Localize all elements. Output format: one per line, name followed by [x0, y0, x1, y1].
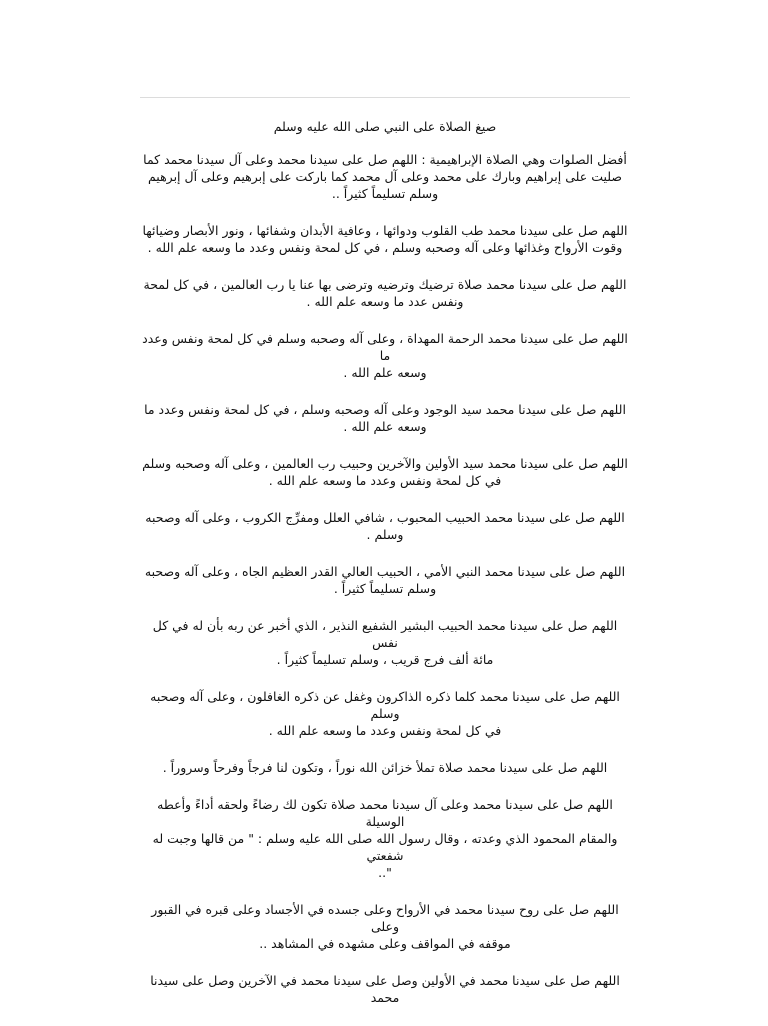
- document-body: [140, 118, 630, 1026]
- paragraph-13: اللهم صل على روح سيدنا محمد في الأرواح وعلى جسده في الأجساد وعلى قبره في القبور وعلى موقفه في المواقف وعلى مشهده في المشاهد ..: [151, 902, 619, 951]
- paragraph-11: اللهم صل على سيدنا محمد صلاة تملأ خزائن الله نوراً ، وتكون لنا فرجاً وفرحاً وسروراً .: [162, 760, 608, 775]
- paragraph-4: اللهم صل على سيدنا محمد الرحمة المهداة ، وعلى آله وصحبه وسلم في كل لمحة ونفس وعدد ما وسعه علم الله .: [142, 331, 628, 380]
- paragraph-5: اللهم صل على سيدنا محمد سيد الوجود وعلى آله وصحبه وسلم ، في كل لمحة ونفس وعدد ما وسعه علم الله .: [144, 402, 626, 434]
- document-page: [140, 0, 630, 1024]
- paragraph-8: اللهم صل على سيدنا محمد النبي الأمي ، الحبيب العالي القدر العظيم الجاه ، وعلى آله وصحبه وسلم تسليماً كثيراً .: [144, 564, 626, 596]
- paragraph-14: اللهم صل على سيدنا محمد في الأولين وصل على سيدنا محمد في الآخرين وصل على سيدنا محمد: [150, 973, 620, 1005]
- document-title: صيغ الصلاة على النبي صلى الله عليه وسلم: [273, 119, 497, 134]
- paragraph-6: اللهم صل على سيدنا محمد سيد الأولين والآخرين وحبيب رب العالمين ، وعلى آله وصحبه وسلم في كل لمحة ونفس وعدد ما وسعه علم الله .: [142, 456, 628, 488]
- paragraph-3: اللهم صل على سيدنا محمد صلاة ترضيك وترضيه وترضى بها عنا يا رب العالمين ، في كل لمحة ونفس عدد ما وسعه علم الله .: [143, 277, 627, 309]
- paragraph-10: اللهم صل على سيدنا محمد كلما ذكره الذاكرون وغفل عن ذكره الغافلون ، وعلى آله وصحبه وسلم في كل لمحة ونفس وعدد ما وسعه علم الله .: [150, 689, 620, 738]
- paragraph-9: اللهم صل على سيدنا محمد الحبيب البشير الشفيع النذير ، الذي أخبر عن ربه بأن له في كل نفس مائة ألف فرج قريب ، وسلم تسليماً كثيراً .: [152, 618, 618, 667]
- paragraph-1: أفضل الصلوات وهي الصلاة الإبراهيمية : اللهم صل على سيدنا محمد وعلى آل سيدنا محمد كما صليت على إبراهيم وبارك على محمد وعلى آل محمد كما باركت على إبرهيم وعلى آل إبرهيم وسلم تسليماً كثيراً ..: [143, 152, 627, 201]
- paragraph-7: اللهم صل على سيدنا محمد الحبيب المحبوب ، شافي العلل ومفرِّج الكروب ، وعلى آله وصحبه وسلم .: [145, 510, 625, 542]
- paragraph-12: اللهم صل على سيدنا محمد وعلى آل سيدنا محمد صلاة تكون لك رضاءً ولحقه أداءً وأعطه الوسيلة والمقام المحمود الذي وعدته ، وقال رسول الله صلى الله عليه وسلم : " من قالها وجبت له شفعتي "..: [152, 797, 618, 880]
- top-divider: [140, 97, 630, 98]
- paragraph-2: اللهم صل على سيدنا محمد طب القلوب ودوائها ، وعافية الأبدان وشفائها ، ونور الأبصار وضيائها وقوت الأرواح وغذائها وعلى آله وصحبه وسلم ، في كل لمحة ونفس وعدد ما وسعه علم الله .: [142, 223, 628, 255]
